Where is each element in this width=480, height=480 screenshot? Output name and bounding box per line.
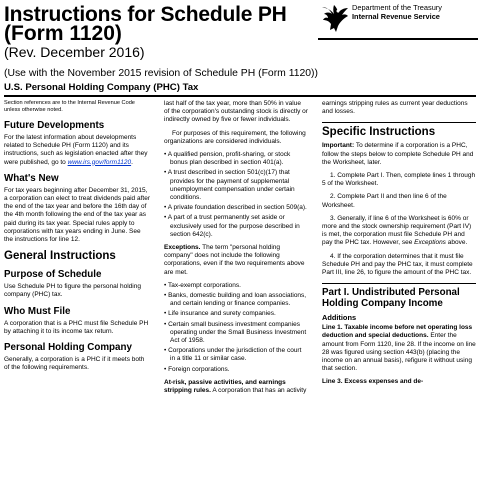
exceptions-paragraph: Exceptions. The term "personal holding company" does not include the following corporations, even if the two requirements above are met. [164, 244, 305, 276]
column-2 [164, 100, 308, 400]
purpose-heading: Purpose of Schedule [4, 269, 102, 281]
future-developments-heading: Future Developments [4, 120, 105, 131]
list-item: • A private foundation described in section 509(a). [164, 204, 307, 212]
list-item: • Certain small business investment companies operating under the Small Business Investment Act of 1958. [164, 320, 307, 345]
list-item: • A trust described in section 501(c)(17) that provides for the payment of supplemental unemployment compensation under certain conditions. [164, 169, 295, 202]
whats-new-heading: What's New [4, 172, 59, 184]
personal-holding-company-heading: Personal Holding Company [4, 342, 132, 354]
whats-new-text: For tax years beginning after December 31, 2015, a corporation can elect to treat dividends paid after the end of the tax year and before the 16th day of the 4th month following the end of the tax year as paid during its tax year. Special rules apply to corporations with tax years ending in June. See the instructions for line 12. [4, 186, 150, 244]
irs-eagle-logo-icon [318, 2, 352, 36]
individuals-intro: For purposes of this requirement, the following organizations are considered individuals. [164, 129, 306, 145]
list-item: • Foreign corporations. [164, 365, 230, 373]
revision-note: (Use with the November 2015 revision of Schedule PH (Form 1120)) [4, 68, 318, 79]
page-subtitle: U.S. Personal Holding Company (PHC) Tax [4, 82, 199, 93]
general-instructions-heading: General Instructions [4, 250, 116, 263]
form-number: (Form 1120) [4, 22, 122, 45]
list-item: • A qualified pension, profit-sharing, or stock bonus plan described in section 401(a). [164, 151, 291, 167]
list-item: • Tax-exempt corporations. [164, 281, 241, 289]
column-1 [4, 100, 150, 377]
part-1-heading: Part I. Undistributed Personal Holding Company Income [322, 283, 476, 309]
step-2: 2. Complete Part II and then line 6 of the Worksheet. [322, 193, 447, 209]
who-must-file-heading: Who Must File [4, 305, 71, 317]
list-item: • Life insurance and surety companies. [164, 310, 276, 318]
list-item: • A part of a trust permanently set aside or exclusively used for the purpose described in section 642(c). [164, 214, 300, 238]
section-references-note: Section references are to the Internal Revenue Code unless otherwise noted. [4, 100, 135, 113]
ownership-requirement-text: last half of the tax year, more than 50% in value of the corporation's outstanding stock is directly or indirectly owned by five or fewer individuals. [164, 100, 308, 124]
irs-form1120-link[interactable]: www.irs.gov/form1120 [67, 158, 132, 166]
earnings-stripping-continued: earnings stripping rules as current year deductions and losses. [322, 100, 468, 116]
step-1: 1. Complete Part I. Then, complete lines 1 through 5 of the Worksheet. [322, 172, 476, 188]
step-3: 3. Generally, if line 6 of the Worksheet is 60% or more and the stock ownership requirement (Part IV) is met, the corporation must file Schedule PH and pay the PHC tax. However, see Exceptions above. [322, 214, 472, 247]
agency-irs: Internal Revenue Service [352, 12, 440, 21]
agency-department: Department of the Treasury [352, 3, 442, 12]
important-paragraph: Important: To determine if a corporation is a PHC, follow the steps below to complete Schedule PH and the Worksheet, later. [322, 142, 474, 166]
page-title: Instructions for Schedule PH [4, 3, 287, 26]
list-item: • Corporations under the jurisdiction of the court in a title 11 or similar case. [164, 347, 302, 363]
line-3-heading: Line 3. Excess expenses and de- [322, 378, 424, 386]
who-must-file-text: A corporation that is a PHC must file Schedule PH by attaching it to its income tax return. [4, 319, 149, 335]
header-divider [4, 95, 476, 97]
specific-instructions-heading: Specific Instructions [322, 122, 476, 139]
future-developments-text: For the latest information about developments related to Schedule PH (Form 1120) and its instructions, such as legislation enacted after they were published, go to www.irs.gov/form1120. [4, 134, 148, 166]
revision-date: (Rev. December 2016) [4, 44, 145, 60]
list-item: • Banks, domestic building and loan associations, and certain lending or finance companies. [164, 292, 307, 308]
personal-holding-company-text: Generally, a corporation is a PHC if it meets both of the following requirements. [4, 356, 145, 372]
column-3 [322, 100, 476, 392]
purpose-text: Use Schedule PH to figure the personal holding company (PHC) tax. [4, 283, 141, 299]
line-1-paragraph: Line 1. Taxable income before net operating loss deduction and special deductions. Enter the amount from Form 1120, line 28. If the income on line 28 was figured using section 443(b) (placing the income on an annual basis), refigure it without using that section. [322, 324, 476, 373]
additions-heading: Additions [322, 313, 357, 323]
at-risk-paragraph: At-risk, passive activities, and earnings stripping rules. A corporation that has an activity [164, 378, 307, 395]
step-4: 4. If the corporation determines that it must file Schedule PH and pay the PHC tax, it must complete Part III, line 26, to figure the amount of the PHC tax. [322, 252, 473, 277]
